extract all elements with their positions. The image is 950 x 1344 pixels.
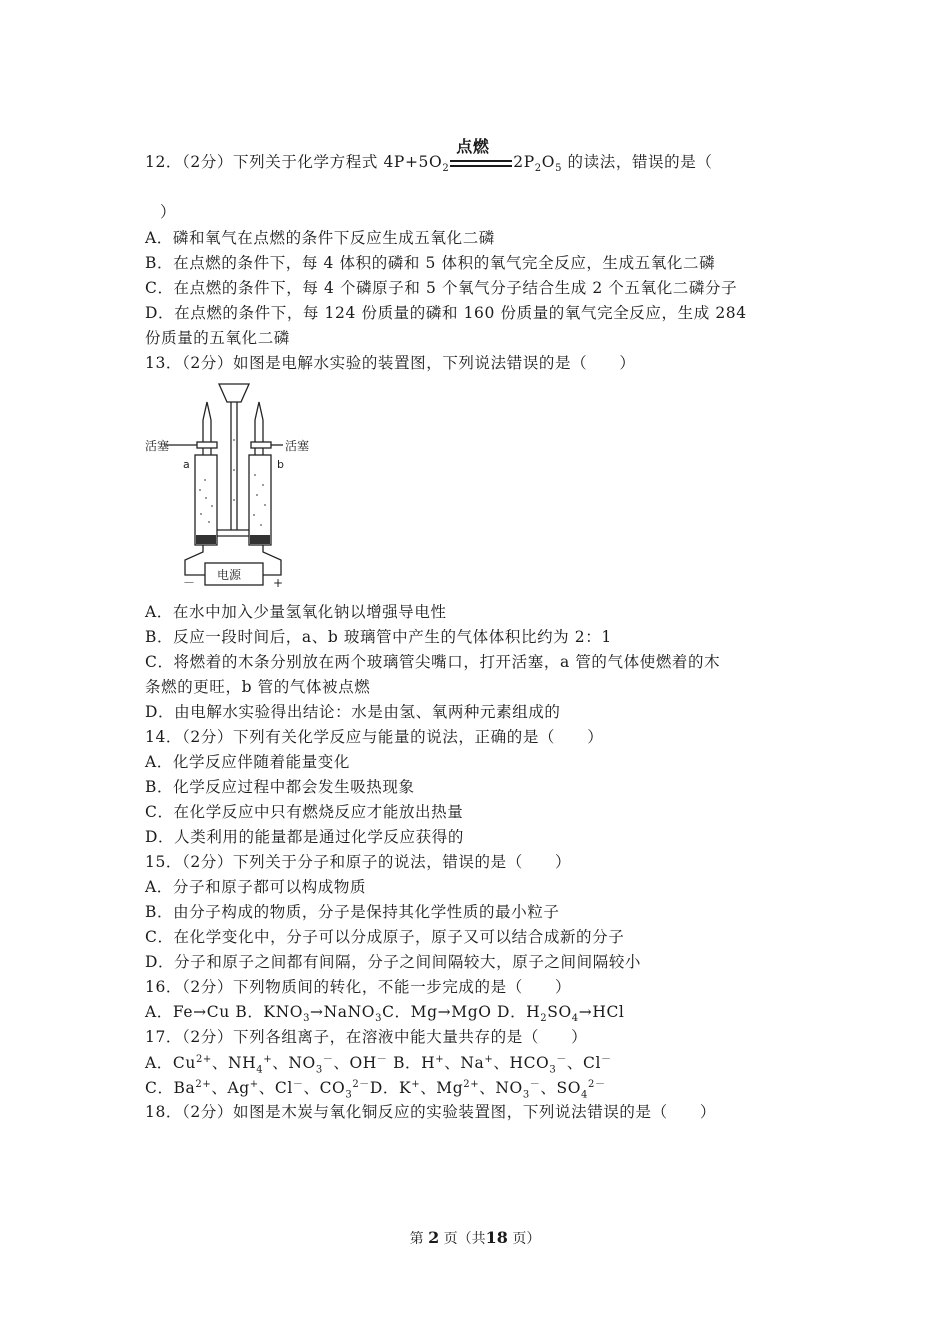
q12-option-c: C．在点燃的条件下，每 4 个磷原子和 5 个氧气分子结合生成 2 个五氧化二磷分子 <box>145 279 738 297</box>
q17-options-cd: C．$Ba^{2+}$、Ag+、Cl－、$CO_3^{2-}D$．K+、$Mg^{2+}$、$NO_3^-$、$SO_4^{2-}$ <box>145 1079 606 1101</box>
q12-option-b: B．在点燃的条件下，每 4 体积的磷和 5 体积的氧气完全反应，生成五氧化二磷 <box>145 254 716 272</box>
q14-stem: 14．（2分）下列有关化学反应与能量的说法，正确的是（ ） <box>145 728 604 746</box>
q15-option-b: B．由分子构成的物质，分子是保持其化学性质的最小粒子 <box>145 903 560 921</box>
electrolysis-apparatus-figure <box>145 380 320 594</box>
q15-stem: 15．（2分）下列关于分子和原子的说法，错误的是（ ） <box>145 853 572 871</box>
q15-option-a: A．分子和原子都可以构成物质 <box>145 878 367 896</box>
tube-label-b: b <box>277 458 284 471</box>
valve-label-right: 活塞 <box>285 439 310 453</box>
q12-option-d-cont: 份质量的五氧化二磷 <box>145 329 290 347</box>
q13-stem: 13．（2分）如图是电解水实验的装置图，下列说法错误的是（ ） <box>145 354 636 372</box>
q13-option-d: D．由电解水实验得出结论：水是由氢、氧两种元素组成的 <box>145 703 561 721</box>
q14-option-c: C．在化学反应中只有燃烧反应才能放出热量 <box>145 803 464 821</box>
q12-close-paren: ） <box>160 203 177 221</box>
valve-label-left: 活塞 <box>145 439 170 453</box>
power-source-label: 电源 <box>217 568 242 582</box>
q13-option-c: C．将燃着的木条分别放在两个玻璃管尖嘴口，打开活塞，a 管的气体使燃着的木 <box>145 653 721 671</box>
q16-stem: 16．（2分）下列物质间的转化，不能一步完成的是（ ） <box>145 978 572 996</box>
q13-option-c-cont: 条燃的更旺，b 管的气体被点燃 <box>145 678 371 696</box>
q18-stem: 18．（2分）如图是木炭与氧化铜反应的实验装置图，下列说法错误的是（ ） <box>145 1103 717 1121</box>
negative-terminal-label: － <box>183 576 196 590</box>
q13-option-b: B．反应一段时间后，a、b 玻璃管中产生的气体体积比约为 2：1 <box>145 628 612 646</box>
page-total: 18 <box>485 1228 508 1247</box>
page-footer: 第 2 页（共18 页） <box>409 1228 541 1247</box>
electrolysis-apparatus-diagram <box>145 380 320 590</box>
q12-option-a: A．磷和氧气在点燃的条件下反应生成五氧化二磷 <box>145 229 495 247</box>
page-number: 2 <box>428 1228 440 1247</box>
q17-stem: 17．（2分）下列各组离子，在溶液中能大量共存的是（ ） <box>145 1028 588 1046</box>
reaction-condition-arrow: 点燃 <box>450 156 512 170</box>
q15-option-c: C．在化学变化中，分子可以分成原子，原子又可以结合成新的分子 <box>145 928 625 946</box>
q12-option-d: D．在点燃的条件下，每 124 份质量的磷和 160 份质量的氧气完全反应，生成 284 <box>145 304 747 322</box>
q13-option-a: A．在水中加入少量氢氧化钠以增强导电性 <box>145 603 447 621</box>
q14-option-a: A．化学反应伴随着能量变化 <box>145 753 350 771</box>
q17-options-ab: A．$Cu^{2+}$、$NH_4^+$、$NO_3^-$、OH－ B．H+、Na+、$HCO_3^-$、Cl－ <box>145 1054 612 1076</box>
q15-option-d: D．分子和原子之间都有间隔，分子之间间隔较大，原子之间间隔较小 <box>145 953 642 971</box>
q14-option-b: B．化学反应过程中都会发生吸热现象 <box>145 778 415 796</box>
tube-label-a: a <box>183 458 190 471</box>
q14-option-d: D．人类利用的能量都是通过化学反应获得的 <box>145 828 464 846</box>
q12-stem: 12．（2分）下列关于化学方程式 $4P+5O_2$ 点燃 $2P_2O_5$ 的读法，错误的是（ <box>145 137 713 175</box>
q16-options: A．Fe→Cu B．$KNO_3\to NaNO_3C$．Mg→MgO D．$H_2SO_4\to HCl$ <box>145 1003 625 1025</box>
positive-terminal-label: + <box>273 576 284 590</box>
